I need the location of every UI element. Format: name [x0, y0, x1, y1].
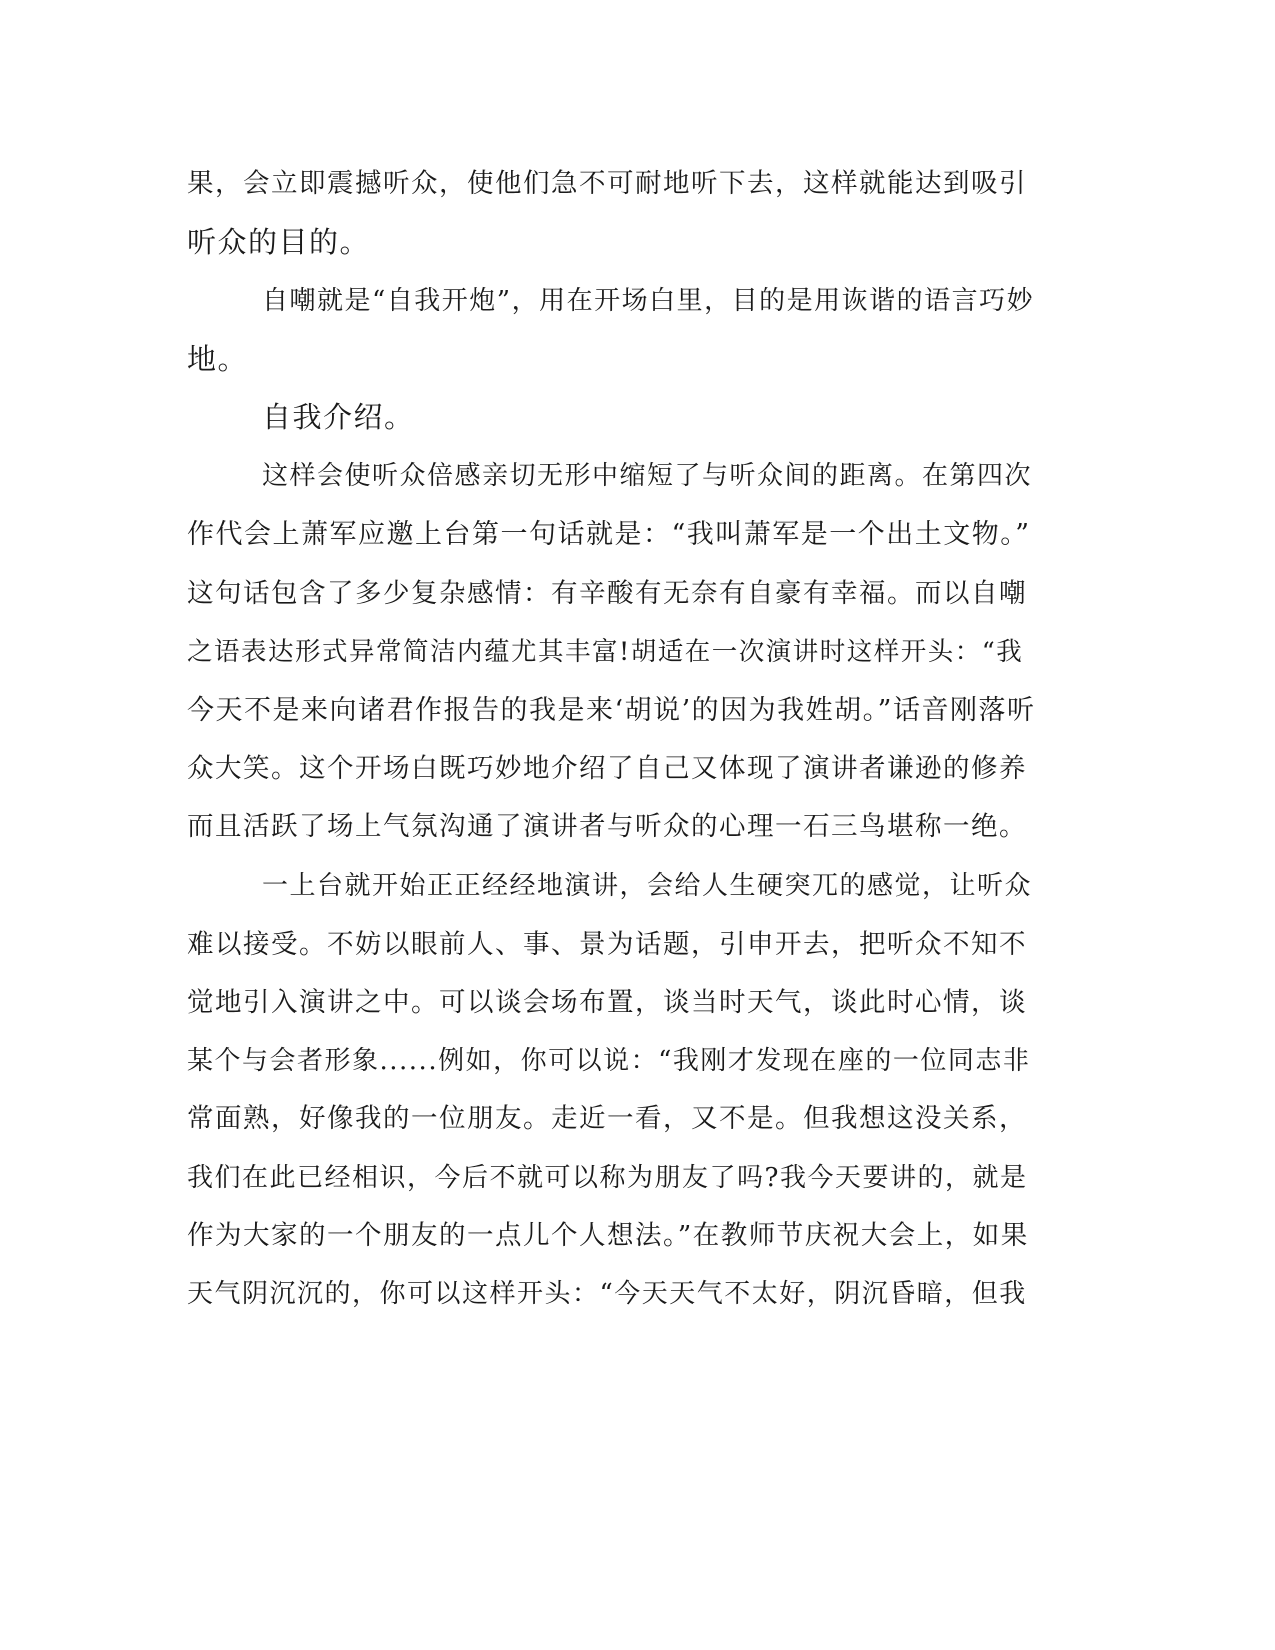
paragraph-start-line: 一上台就开始正正经经地演讲，会给人生硬突兀的感觉，让听众: [262, 871, 1033, 901]
text-line: 之语表达形式异常简洁内蕴尤其丰富!胡适在一次演讲时这样开头：“我: [187, 637, 1024, 667]
text-line: 这句话包含了多少复杂感情：有辛酸有无奈有自豪有幸福。而以自嘲: [187, 578, 1027, 609]
text-line: 听众的目的。: [187, 225, 371, 259]
text-line: 某个与会者形象......例如，你可以说：“我刚才发现在座的一位同志非: [187, 1046, 1031, 1076]
text-line: 作为大家的一个朋友的一点儿个人想法。”在教师节庆祝大会上，如果: [187, 1220, 1029, 1251]
paragraph-start-line: 自嘲就是“自我开炮”，用在开场白里，目的是用诙谐的语言巧妙: [262, 286, 1035, 316]
text-line: 地。: [187, 342, 249, 376]
text-line: 觉地引入演讲之中。可以谈会场布置，谈当时天气，谈此时心情，谈: [187, 987, 1027, 1018]
paragraph-start-line: 自我介绍。: [262, 400, 415, 434]
text-line: 今天不是来向诸君作报告的我是来‘胡说’的因为我姓胡。”话音刚落听: [187, 695, 1036, 726]
text-line: 常面熟，好像我的一位朋友。走近一看，又不是。但我想这没关系，: [187, 1103, 1027, 1134]
text-line: 难以接受。不妨以眼前人、事、景为话题，引申开去，把听众不知不: [187, 929, 1027, 960]
text-line: 果，会立即震撼听众，使他们急不可耐地听下去，这样就能达到吸引: [187, 168, 1027, 199]
text-line: 天气阴沉沉的，你可以这样开头：“今天天气不太好，阴沉昏暗，但我: [187, 1279, 1027, 1309]
text-line: 我们在此已经相识，今后不就可以称为朋友了吗?我今天要讲的，就是: [187, 1163, 1028, 1193]
text-line: 作代会上萧军应邀上台第一句话就是：“我叫萧军是一个出土文物。”: [187, 519, 1031, 550]
text-line: 而且活跃了场上气氛沟通了演讲者与听众的心理一石三鸟堪称一绝。: [187, 811, 1027, 842]
paragraph-start-line: 这样会使听众倍感亲切无形中缩短了与听众间的距离。在第四次: [262, 461, 1033, 491]
text-line: 众大笑。这个开场白既巧妙地介绍了自己又体现了演讲者谦逊的修养: [187, 753, 1027, 784]
